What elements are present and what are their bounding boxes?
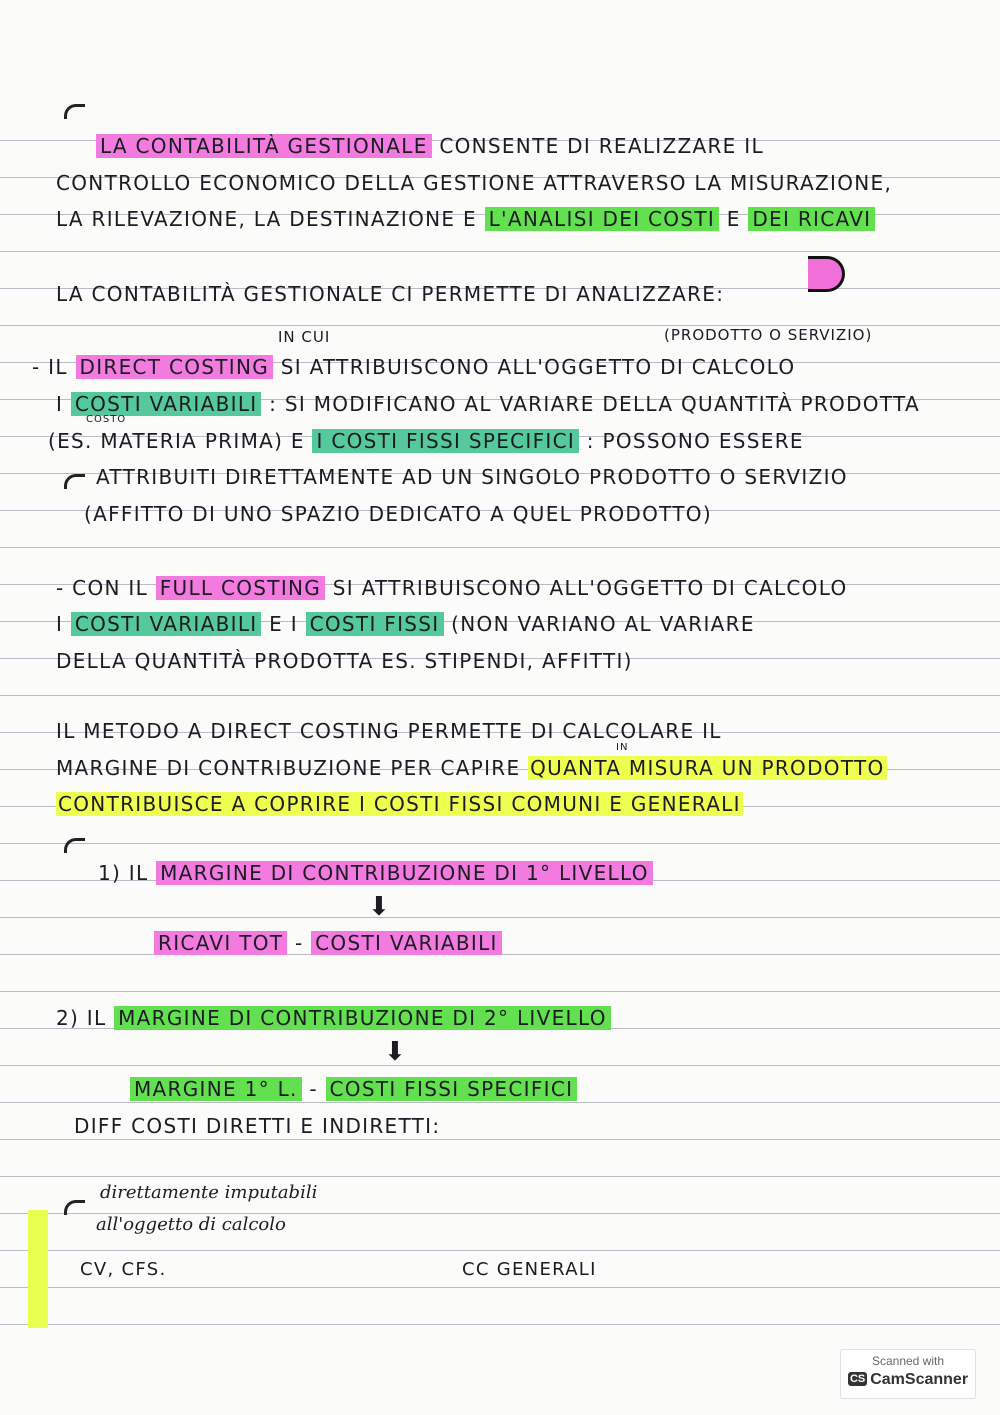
highlight-contribuisce: CONTRIBUISCE A COPRIRE I COSTI FISSI COMUNI E GENERALI [58, 792, 741, 816]
handwritten-note-1: direttamente imputabili [100, 1182, 318, 1203]
page-notch [64, 1200, 85, 1215]
highlight-costi-variabili-2: COSTI VARIABILI [71, 612, 262, 636]
highlight-margine-1-livello: MARGINE DI CONTRIBUZIONE DI 1° LIVELLO [156, 861, 653, 885]
line-14: MARGINE DI CONTRIBUZIONE PER CAPIRE QUANTA MISURA UN PRODOTTO [56, 756, 885, 780]
highlight-costi-fissi-specifici-2: COSTI FISSI SPECIFICI [326, 1077, 578, 1101]
highlight-costi-fissi: COSTI FISSI [306, 612, 444, 636]
highlight-direct-costing: DIRECT COSTING [76, 355, 274, 379]
highlight-costi-variabili-3: COSTI VARIABILI [311, 931, 502, 955]
bleed-through-text [80, 2, 940, 62]
highlight-margine-2-livello: MARGINE DI CONTRIBUZIONE DI 2° LIVELLO [114, 1006, 611, 1030]
line-12: DELLA QUANTITÀ PRODOTTA ES. STIPENDI, AFFITTI) [56, 649, 633, 673]
curved-arrow-doodle [808, 256, 845, 292]
arrow-down-icon: ⬇ [368, 892, 390, 922]
camscanner-logo-icon: CS [849, 1373, 866, 1385]
handwritten-note-2: all'oggetto di calcolo [96, 1214, 286, 1235]
highlight-costi-fissi-specifici: I COSTI FISSI SPECIFICI [312, 429, 579, 453]
highlight-contabilita-gestionale: LA CONTABILITÀ GESTIONALE [96, 134, 432, 158]
highlight-margine-1l: MARGINE 1° L. [130, 1077, 302, 1101]
page-notch [64, 838, 85, 853]
line-7: (ES. MATERIA PRIMA) E I COSTI FISSI SPECIFICI : POSSONO ESSERE [48, 429, 804, 453]
line-15 [56, 792, 743, 816]
page-notch [64, 474, 85, 489]
highlight-quanto-misura: QUANTA MISURA UN PRODOTTO [530, 756, 885, 780]
highlight-costi-variabili: COSTI VARIABILI [71, 392, 262, 416]
line-19: MARGINE 1° L. - COSTI FISSI SPECIFICI [130, 1077, 577, 1101]
annotation-in: IN [616, 742, 629, 753]
arrow-down-icon: ⬇ [384, 1037, 406, 1067]
camscanner-badge: Scanned with CS CamScanner [840, 1349, 976, 1399]
line-5: - IL DIRECT COSTING SI ATTRIBUISCONO ALL'OGGETTO DI CALCOLO [32, 355, 796, 379]
highlight-analisi-costi: L'ANALISI DEI COSTI [485, 207, 719, 231]
line-11: I COSTI VARIABILI E I COSTI FISSI (NON VARIANO AL VARIARE [56, 612, 755, 636]
line-10: - CON IL FULL COSTING SI ATTRIBUISCONO ALL'OGGETTO DI CALCOLO [56, 576, 848, 600]
line-18: 2) IL MARGINE DI CONTRIBUZIONE DI 2° LIVELLO [56, 1006, 611, 1030]
line-21: CV, CFS. [80, 1259, 167, 1280]
line-2: CONTROLLO ECONOMICO DELLA GESTIONE ATTRAVERSO LA MISURAZIONE, [56, 171, 893, 195]
highlight-ricavi: DEI RICAVI [748, 207, 875, 231]
annotation-in-cui: IN CUI [278, 328, 331, 346]
annotation-costo: COSTO [86, 414, 127, 425]
line-16: 1) IL MARGINE DI CONTRIBUZIONE DI 1° LIVELLO [98, 861, 653, 885]
page-notch [64, 104, 85, 119]
line-17: RICAVI TOT - COSTI VARIABILI [154, 931, 502, 955]
line-8: ATTRIBUITI DIRETTAMENTE AD UN SINGOLO PRODOTTO O SERVIZIO [96, 465, 848, 489]
line-4: LA CONTABILITÀ GESTIONALE CI PERMETTE DI ANALIZZARE: [56, 282, 725, 306]
line-6: I COSTI VARIABILI : SI MODIFICANO AL VARIARE DELLA QUANTITÀ PRODOTTA [56, 392, 920, 416]
line-13: IL METODO A DIRECT COSTING PERMETTE DI CALCOLARE IL [56, 719, 722, 743]
annotation-prodotto-servizio: (PRODOTTO O SERVIZIO) [664, 326, 873, 344]
highlight-full-costing: FULL COSTING [156, 576, 325, 600]
line-22: CC GENERALI [462, 1259, 597, 1280]
highlight-ricavi-tot: RICAVI TOT [154, 931, 287, 955]
line-3: LA RILEVAZIONE, LA DESTINAZIONE E L'ANALISI DEI COSTI E DEI RICAVI [56, 207, 875, 231]
line-1: LA CONTABILITÀ GESTIONALE CONSENTE DI REALIZZARE IL [96, 134, 764, 158]
line-20: DIFF COSTI DIRETTI E INDIRETTI: [74, 1114, 441, 1138]
line-9: (AFFITTO DI UNO SPAZIO DEDICATO A QUEL PRODOTTO) [84, 502, 712, 526]
margin-highlight [28, 1210, 48, 1328]
